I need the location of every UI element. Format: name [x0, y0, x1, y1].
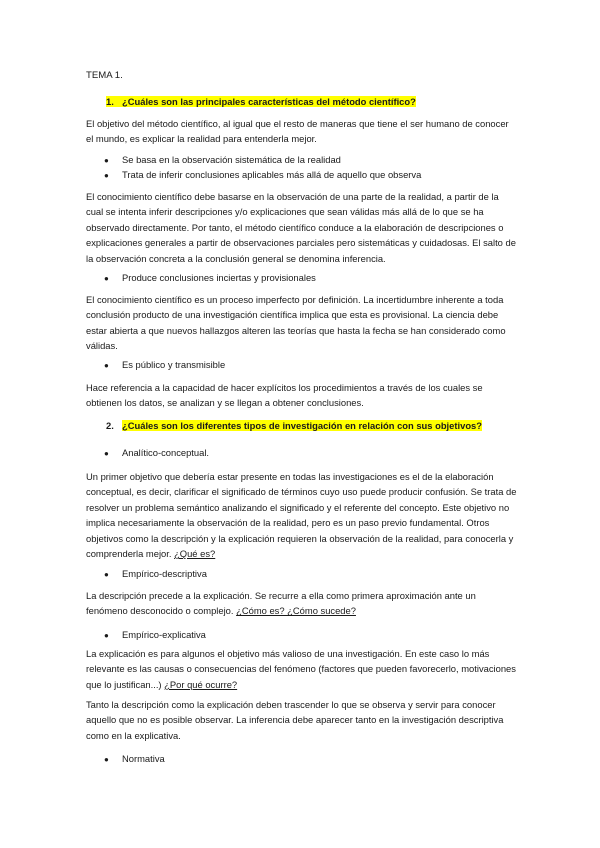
bullet-text: Es público y transmisible: [122, 359, 226, 370]
question-underline: ¿Qué es?: [174, 548, 216, 560]
bullet-icon: ●: [104, 361, 109, 370]
bullet-item: [104, 152, 341, 168]
question-underline: ¿Cómo es? ¿Cómo sucede?: [236, 605, 356, 617]
bullet-item: [104, 627, 206, 643]
bullet-icon: ●: [104, 570, 109, 579]
bullet-text: Empírico-explicativa: [122, 629, 206, 640]
paragraph-8: Tanto la descripción como la explicación deben trascender lo que se observa y servir para conocer aquello que no es posible observar. La inferencia debe aparecer tanto en la investigación descriptiva como en la explicativa.: [86, 699, 504, 741]
question-number: 1.: [106, 96, 122, 107]
bullet-icon: ●: [104, 755, 109, 764]
bullet-item: [104, 167, 421, 183]
bullet-text: Empírico-descriptiva: [122, 568, 207, 579]
bullet-item: [104, 270, 316, 286]
bullet-icon: ●: [104, 171, 109, 180]
question-number: 2.: [106, 420, 114, 431]
question-text: ¿Cuáles son los diferentes tipos de investigación en relación con sus objetivos?: [122, 420, 482, 431]
question-heading-1: [106, 96, 416, 107]
bullet-icon: ●: [104, 631, 109, 640]
paragraph-text: Un primer objetivo que debería estar presente en todas las investigaciones es el de la elaboración conceptual, es decir, clarificar el significado de términos cuyo uso puede producir confusión. Se trata de resolver un problema semántico analizando el significado y el referente del concepto. Este objetivo no implica necesariamente la observación de la realidad, pero es un paso previo fundamental. Otros objetivos como la descripción y la explicación requieren la observación de la realidad, para conocerla y comprenderla mejor.: [86, 471, 517, 560]
bullet-icon: ●: [104, 449, 109, 458]
question-underline: ¿Por qué ocurre?: [164, 678, 238, 690]
paragraph-1: El objetivo del método científico, al igual que el resto de maneras que tiene el ser humano de conocer el mundo, es explicar la realidad para entenderla mejor.: [86, 118, 509, 145]
bullet-text: Trata de inferir conclusiones aplicables más allá de aquello que observa: [122, 169, 422, 180]
bullet-icon: ●: [104, 156, 109, 165]
bullet-item: [104, 566, 207, 582]
paragraph-3: El conocimiento científico es un proceso imperfecto por definición. La incertidumbre inherente a toda conclusión producto de una investigación científica implica que esta es provisional. La ciencia debe estar abierta a que nuevos hallazgos alteren las teorías que hasta la fecha se han considerado como válidas.: [86, 294, 506, 352]
question-text: ¿Cuáles son las principales características del método científico?: [122, 96, 416, 107]
paragraph-4: Hace referencia a la capacidad de hacer explícitos los procedimientos a través de los cuales se obtienen los datos, se analizan y se llegan a obtener conclusiones.: [86, 382, 483, 409]
bullet-item: [104, 751, 165, 767]
bullet-item: [104, 357, 225, 373]
paragraph-text: La descripción precede a la explicación. Se recurre a ella como primera aproximación ante un fenómeno desconocido o complejo.: [86, 590, 476, 617]
paragraph-7: [86, 646, 518, 692]
paragraph-text: La explicación es para algunos el objetivo más valioso de una investigación. En este caso lo más relevante es las causas o consecuencias del fenómeno (factores que pueden favorecerlo, motivaciones que lo justifican...): [86, 648, 516, 690]
paragraph-5: [86, 469, 518, 561]
bullet-icon: ●: [104, 274, 109, 283]
bullet-text: Se basa en la observación sistemática de la realidad: [122, 154, 341, 165]
paragraph-2: El conocimiento científico debe basarse en la observación de una parte de la realidad, a partir de la cual se intenta inferir descripciones y/o explicaciones que sean válidas más allá de lo que se ha observado directamente. Por tanto, el método científico conduce a la elaboración de descripciones o explicaciones generales a partir de observaciones parciales pero sistemáticas y cuidadosas. El salto de la observación concreta a la conclusión general se denomina inferencia.: [86, 191, 516, 264]
document-title: TEMA 1.: [86, 70, 123, 81]
bullet-text: Normativa: [122, 753, 165, 764]
paragraph-6: [86, 588, 518, 619]
bullet-text: Analítico-conceptual.: [122, 447, 210, 458]
question-heading-2: [106, 420, 482, 431]
bullet-text: Produce conclusiones inciertas y provisionales: [122, 272, 316, 283]
bullet-item: [104, 445, 209, 461]
